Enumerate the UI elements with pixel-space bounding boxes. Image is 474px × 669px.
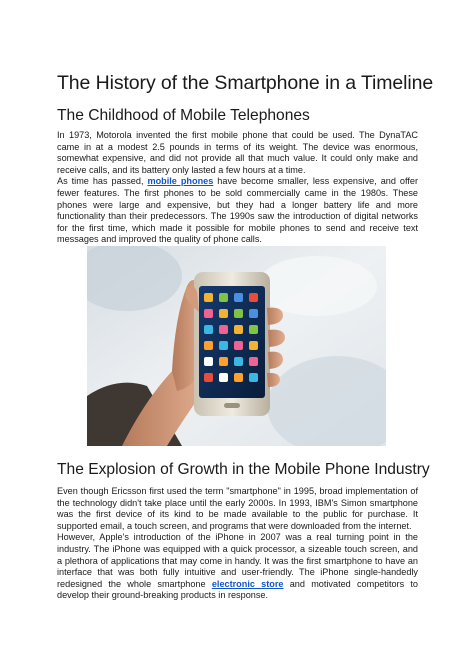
app-icon (204, 341, 213, 350)
app-icon (234, 293, 243, 302)
app-icon (204, 325, 213, 334)
app-icon (219, 293, 228, 302)
app-icon (204, 357, 213, 366)
document-title: The History of the Smartphone in a Timeline (57, 72, 434, 94)
app-icon (219, 373, 228, 382)
app-icon (234, 373, 243, 382)
app-icon (249, 373, 258, 382)
app-icon (204, 373, 213, 382)
electronic-store-link[interactable]: electronic store (211, 578, 284, 589)
paragraph-text: and motivated competitors to develop their ground-breaking products in response. (57, 578, 419, 601)
app-icon (204, 309, 213, 318)
app-icon (249, 341, 258, 350)
app-icon (219, 341, 228, 350)
section-heading-childhood: The Childhood of Mobile Telephones (57, 107, 310, 124)
app-icon (249, 293, 258, 302)
app-icon (249, 309, 258, 318)
app-icon (234, 309, 243, 318)
app-icon (219, 325, 228, 334)
app-icon (234, 341, 243, 350)
app-icon (249, 325, 258, 334)
paragraph (57, 532, 418, 602)
app-icon (249, 357, 258, 366)
paragraph (57, 176, 418, 246)
app-icon (204, 293, 213, 302)
mobile-phones-link[interactable]: mobile phones (147, 176, 214, 187)
paragraph-text: have become smaller, less expensive, and offer fewer features. The first phones to be sold commercially came in the 1980s. These phones were large and expensive, but they had a longer battery life and more functionality than their predecessors. The 1990s saw the introduction of digital networks for the first time, which made it possible for mobile phones to send and receive text messages and improved the quality of phone calls. (57, 176, 419, 245)
paragraph-text: As time has passed, (57, 176, 148, 187)
paragraph-text: However, Apple's introduction of the iPhone in 2007 was a real turning point in the industry. The iPhone was equipped with a quick processor, a sizeable touch screen, and a plethora of applications that may come in handy. It was the first smartphone to have an interface that was both fully intuitive and user-friendly. The iPhone single-handedly redesigned the whole smartphone (57, 532, 418, 589)
app-icon (234, 357, 243, 366)
app-icon (234, 325, 243, 334)
section-body-childhood (57, 130, 418, 246)
paragraph: Even though Ericsson first used the term "smartphone" in 1995, broad implementation of the technology didn't take place until the early 2000s. In 1993, IBM's Simon smartphone was the first device of its kind to be made available to the public for purchase. It supported email, a touch screen, and programs that were downloaded from the internet. (57, 486, 418, 531)
app-icon (219, 357, 228, 366)
paragraph: In 1973, Motorola invented the first mobile phone that could be used. The DynaTAC came in at a modest 2.5 pounds in terms of its weight. The device was enormous, somewhat expensive, and did not provide all that much value. It could only make and receive calls, and its battery only lasted a few hours at a time. (57, 130, 418, 175)
app-icon (219, 309, 228, 318)
section-heading-explosion: The Explosion of Growth in the Mobile Phone Industry (57, 461, 430, 478)
smartphone-photo (87, 246, 386, 446)
section-body-explosion (57, 486, 418, 602)
hand-holding-phone-image (87, 246, 386, 446)
